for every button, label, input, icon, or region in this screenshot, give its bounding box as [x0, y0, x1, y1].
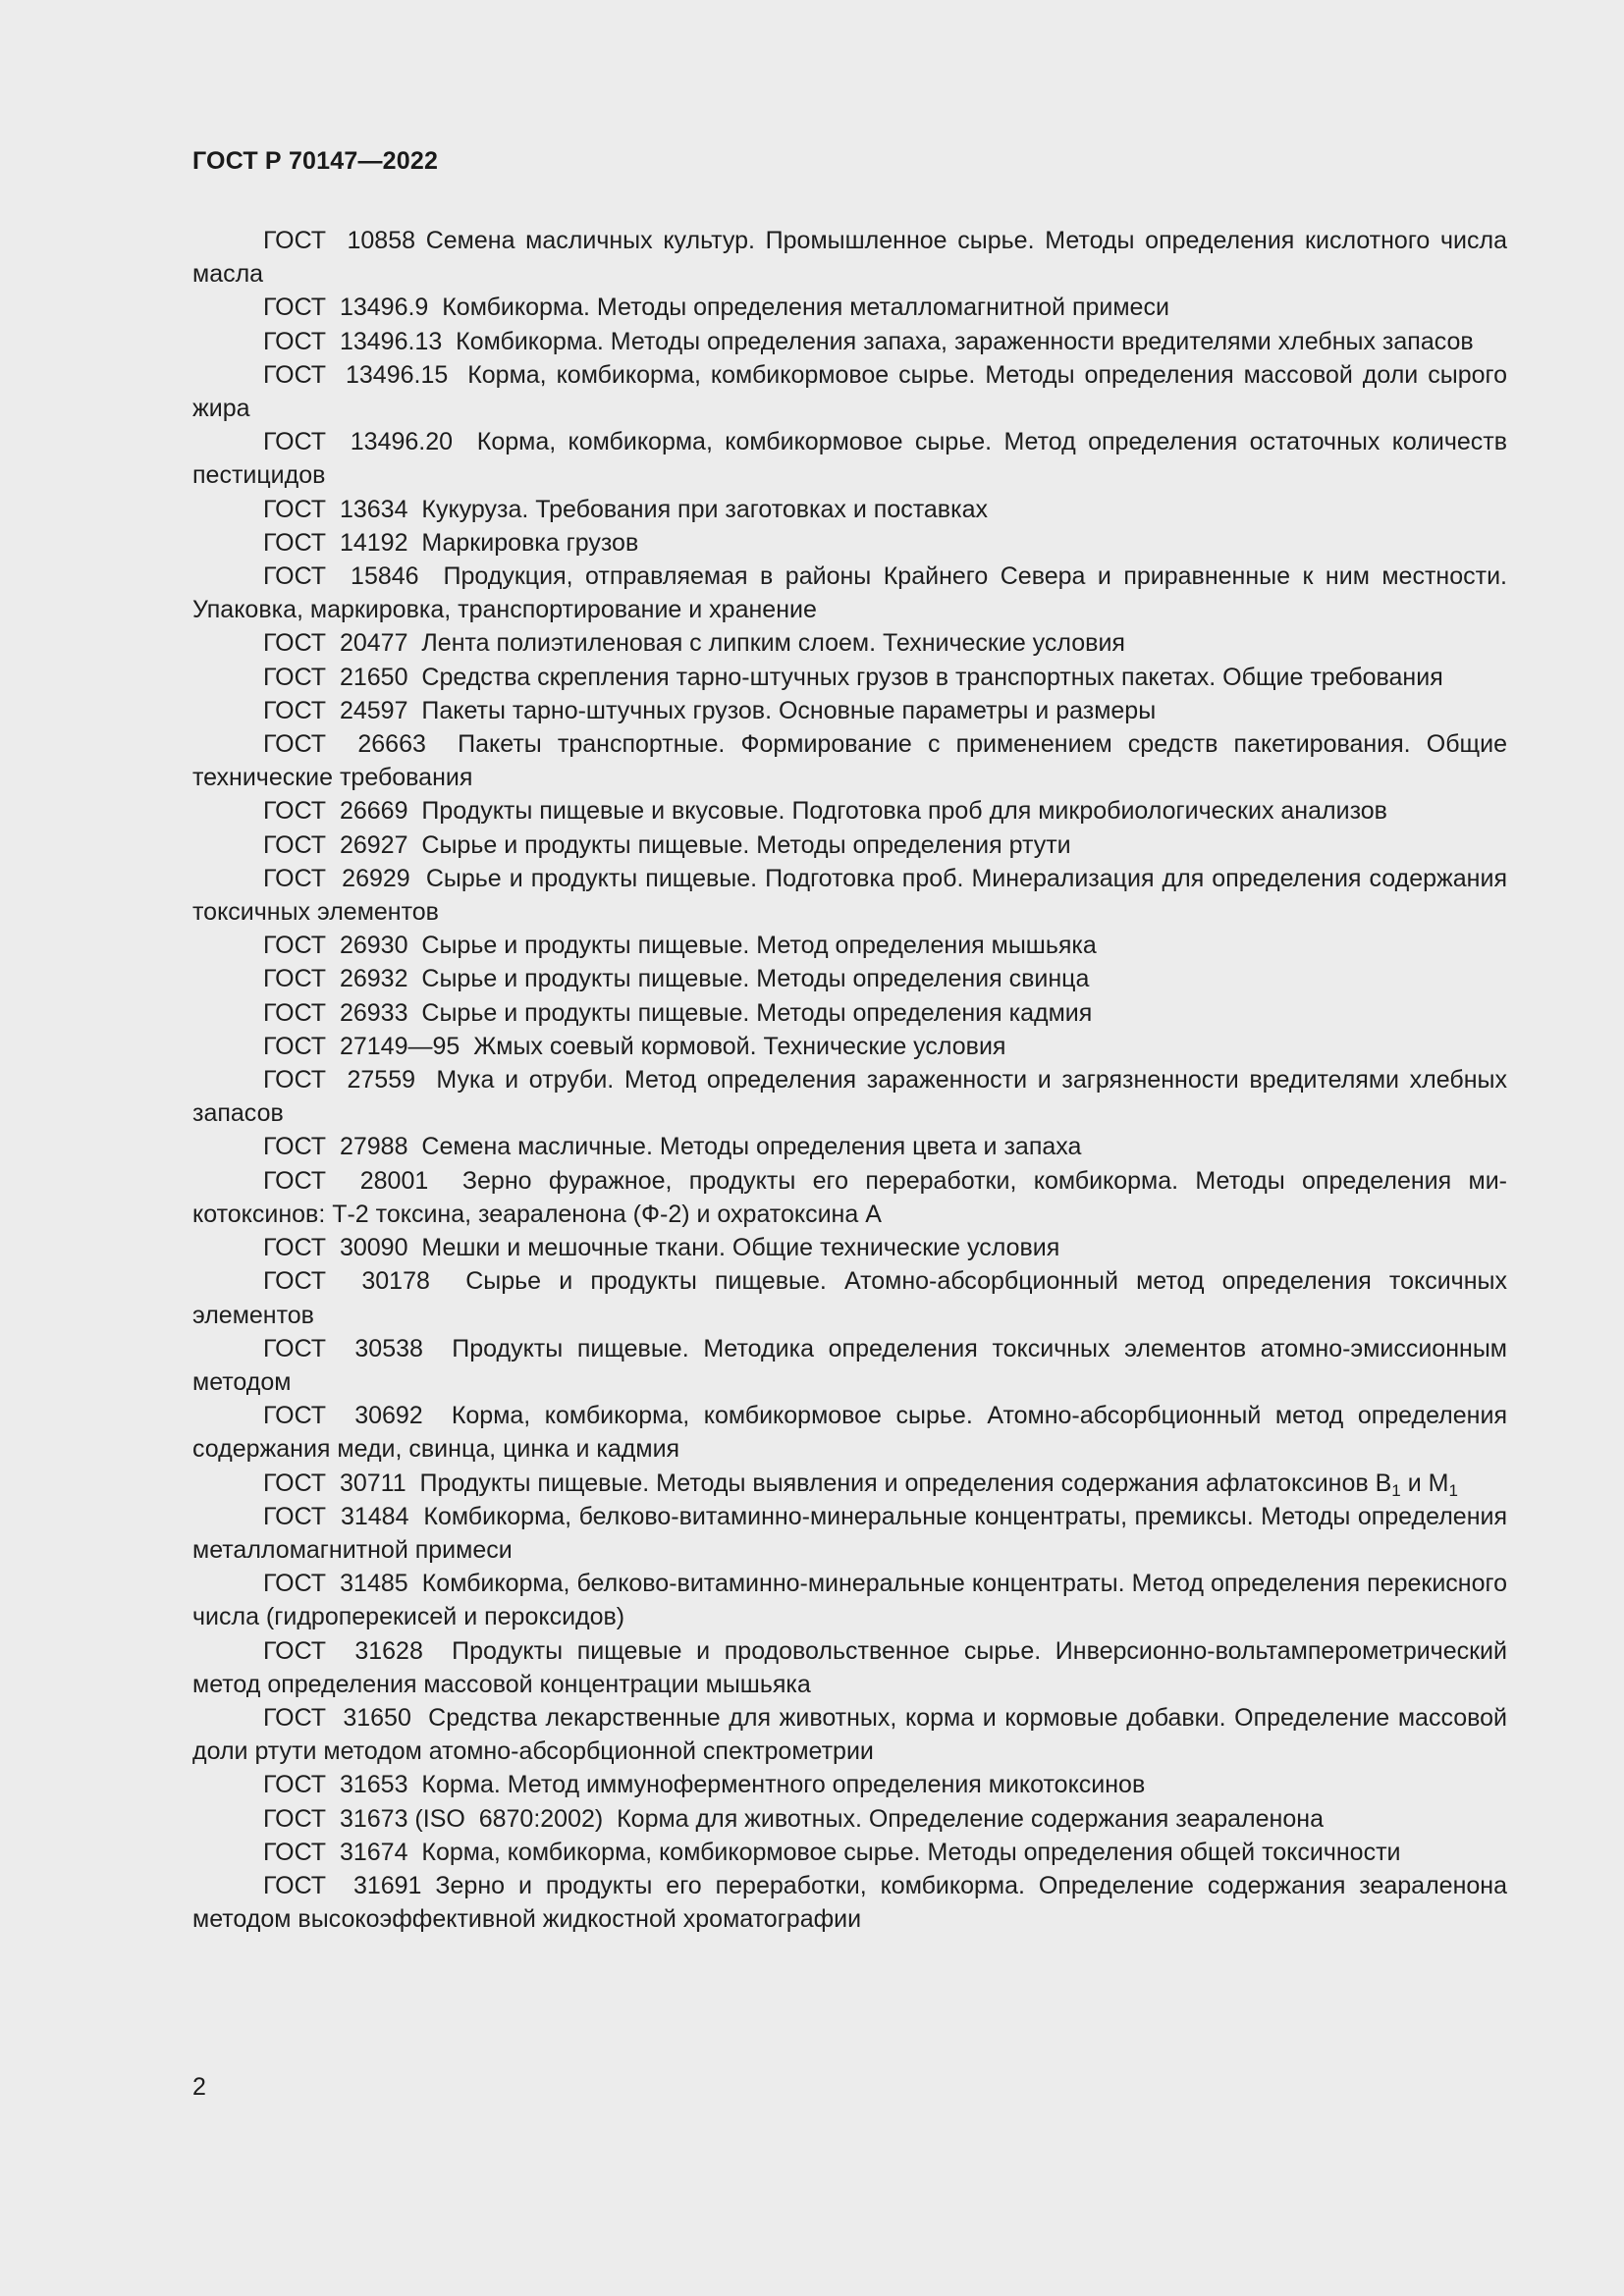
reference-title: Кукуруза. Требования при заготовках и поставках [421, 495, 988, 523]
document-header: ГОСТ Р 70147—2022 [192, 147, 439, 175]
reference-title: Комбикорма. Методы определения запаха, зараженности вредителями хлебных запасов [456, 327, 1474, 355]
reference-title: Пакеты транспортные. Формирование с применением средств пакетирования. Общие технические требования [192, 730, 1507, 792]
reference-code: ГОСТ 27988 [263, 1133, 422, 1161]
reference-title: Зерно фуражное, продукты его переработки, комбикорма. Методы определения микотоксинов: Т-2 токсина, зеараленона (Ф-2) и охратоксина А [192, 1166, 1507, 1228]
reference-code: ГОСТ 30178 [263, 1267, 466, 1296]
reference-code: ГОСТ 26929 [263, 864, 426, 892]
reference-code: ГОСТ 13496.9 [263, 294, 443, 322]
reference-item [192, 526, 1507, 560]
reference-title: Сырье и продукты пищевые. Методы определения свинца [421, 965, 1090, 993]
reference-item [192, 1869, 1507, 1936]
reference-title: Продукты пищевые и продовольственное сырье. Инверсионно-вольтамперометрический метод определения массовой концентрации мышьяка [192, 1636, 1507, 1698]
reference-title: Комбикорма. Методы определения металломагнитной примеси [442, 294, 1169, 322]
reference-code: ГОСТ 31484 [263, 1502, 424, 1530]
reference-code: ГОСТ 31673 (ISO 6870:2002) [263, 1804, 618, 1833]
reference-code: ГОСТ 13496.15 [263, 360, 468, 389]
reference-item [192, 1634, 1507, 1701]
reference-title: Корма, комбикорма, комбикормовое сырье. Методы определения массовой доли сырого жира [192, 360, 1507, 423]
reference-item [192, 862, 1507, 929]
reference-code: ГОСТ 31650 [263, 1703, 429, 1732]
reference-item [192, 1399, 1507, 1466]
reference-item [192, 1332, 1507, 1399]
reference-code: ГОСТ 28001 [263, 1166, 462, 1195]
reference-item [192, 626, 1507, 660]
reference-item [192, 425, 1507, 492]
reference-item [192, 794, 1507, 828]
reference-code: ГОСТ 13496.20 [263, 428, 477, 456]
reference-item [192, 291, 1507, 324]
reference-item [192, 1768, 1507, 1801]
reference-code: ГОСТ 26933 [263, 998, 422, 1027]
reference-item [192, 996, 1507, 1030]
reference-title-continuation: и М [1400, 1468, 1449, 1497]
subscript: 1 [1448, 1480, 1458, 1500]
reference-title: Корма, комбикорма, комбикормовое сырье. Методы определения общей токсичности [421, 1838, 1401, 1866]
reference-item [192, 1836, 1507, 1869]
reference-item [192, 1567, 1507, 1633]
subscript: 1 [1391, 1480, 1401, 1500]
reference-title: Комбикорма, белково-витаминно-минеральные концентраты, премиксы. Методы определения металломагнитной примеси [192, 1502, 1507, 1564]
reference-item [192, 493, 1507, 526]
reference-code: ГОСТ 26930 [263, 932, 422, 960]
reference-code: ГОСТ 30692 [263, 1402, 452, 1430]
reference-code: ГОСТ 31485 [263, 1570, 422, 1598]
reference-title: Комбикорма, белково-витаминно-минеральные концентраты. Метод определения перекисного числа (гидроперекисей и пероксидов) [192, 1570, 1507, 1631]
reference-code: ГОСТ 31674 [263, 1838, 422, 1866]
reference-title: Продукты пищевые. Методы выявления и определения содержания афлатоксинов В [419, 1468, 1392, 1497]
reference-title: Продукция, отправляемая в районы Крайнего Севера и приравненные к ним местности. Упаковка, маркировка, транспортирование и хранение [192, 562, 1507, 624]
reference-item [192, 1500, 1507, 1567]
reference-title: Продукты пищевые. Методика определения токсичных элементов атомно-эмиссионным методом [192, 1334, 1507, 1396]
reference-code: ГОСТ 26932 [263, 965, 422, 993]
reference-item [192, 224, 1507, 291]
reference-title: Маркировка грузов [421, 528, 639, 557]
reference-title: Семена масличных культур. Промышленное сырье. Методы определения кислотного числа масла [192, 227, 1507, 289]
reference-item [192, 1467, 1507, 1500]
reference-code: ГОСТ 26669 [263, 797, 422, 826]
reference-code: ГОСТ 20477 [263, 629, 422, 658]
reference-item [192, 560, 1507, 626]
reference-item [192, 1030, 1507, 1063]
reference-item [192, 358, 1507, 425]
reference-item [192, 962, 1507, 995]
reference-code: ГОСТ 31653 [263, 1771, 422, 1799]
reference-item [192, 661, 1507, 694]
reference-title: Корма для животных. Определение содержания зеараленона [617, 1804, 1324, 1833]
reference-title: Средства лекарственные для животных, корма и кормовые добавки. Определение массовой доли ртути методом атомно-абсорбционной спектрометрии [192, 1703, 1507, 1766]
reference-title: Мука и отруби. Метод определения зараженности и загрязненности вредителями хлебных запасов [192, 1066, 1507, 1128]
reference-code: ГОСТ 27149—95 [263, 1032, 474, 1060]
reference-code: ГОСТ 21650 [263, 663, 422, 691]
reference-item [192, 325, 1507, 358]
reference-item [192, 1264, 1507, 1331]
reference-item [192, 1130, 1507, 1163]
reference-item [192, 1063, 1507, 1130]
reference-code: ГОСТ 14192 [263, 528, 422, 557]
reference-title: Сырье и продукты пищевые. Методы определения ртути [421, 830, 1071, 859]
reference-code: ГОСТ 26927 [263, 830, 422, 859]
reference-item [192, 1164, 1507, 1231]
reference-title: Корма, комбикорма, комбикормовое сырье. Метод определения остаточных количеств пестицидов [192, 428, 1507, 490]
reference-title: Средства скрепления тарно-штучных грузов в транспортных пакетах. Общие требования [421, 663, 1443, 691]
reference-title: Жмых соевый кормовой. Технические условия [473, 1032, 1006, 1060]
reference-title: Мешки и мешочные ткани. Общие технические условия [421, 1234, 1060, 1262]
reference-title: Сырье и продукты пищевые. Атомно-абсорбционный метод определения токсичных элементов [192, 1267, 1507, 1329]
reference-code: ГОСТ 15846 [263, 562, 444, 591]
reference-code: ГОСТ 13496.13 [263, 327, 457, 355]
reference-item [192, 1802, 1507, 1836]
reference-title: Сырье и продукты пищевые. Методы определения кадмия [421, 998, 1093, 1027]
reference-code: ГОСТ 24597 [263, 696, 422, 724]
reference-code: ГОСТ 30090 [263, 1234, 422, 1262]
reference-code: ГОСТ 13634 [263, 495, 422, 523]
reference-title: Корма. Метод иммуноферментного определения микотоксинов [421, 1771, 1146, 1799]
reference-code: ГОСТ 26663 [263, 730, 459, 759]
reference-item [192, 828, 1507, 862]
reference-title: Семена масличные. Методы определения цвета и запаха [421, 1133, 1082, 1161]
reference-title: Пакеты тарно-штучных грузов. Основные параметры и размеры [421, 696, 1157, 724]
reference-title: Лента полиэтиленовая с липким слоем. Технические условия [421, 629, 1125, 658]
reference-title: Зерно и продукты его переработки, комбикорма. Определение содержания зеараленона методом высокоэффективной жидкостной хроматографии [192, 1871, 1507, 1934]
reference-code: ГОСТ 30538 [263, 1334, 453, 1362]
reference-item [192, 694, 1507, 727]
reference-code: ГОСТ 31628 [263, 1636, 453, 1665]
reference-item [192, 1701, 1507, 1768]
reference-title: Корма, комбикорма, комбикормовое сырье. Атомно-абсорбционный метод определения содержания меди, свинца, цинка и кадмия [192, 1402, 1507, 1464]
reference-item [192, 727, 1507, 794]
reference-code: ГОСТ 30711 [263, 1468, 420, 1497]
reference-item [192, 929, 1507, 962]
reference-code: ГОСТ 27559 [263, 1066, 437, 1095]
reference-title: Сырье и продукты пищевые. Подготовка проб. Минерализация для определения содержания токсичных элементов [192, 864, 1507, 927]
reference-code: ГОСТ 31691 [263, 1871, 436, 1899]
page-number: 2 [192, 2073, 206, 2101]
reference-item [192, 1231, 1507, 1264]
reference-title: Продукты пищевые и вкусовые. Подготовка проб для микробиологических анализов [421, 797, 1387, 826]
reference-title: Сырье и продукты пищевые. Метод определения мышьяка [421, 932, 1097, 960]
normative-references-list [192, 224, 1507, 1936]
reference-code: ГОСТ 10858 [263, 227, 426, 254]
